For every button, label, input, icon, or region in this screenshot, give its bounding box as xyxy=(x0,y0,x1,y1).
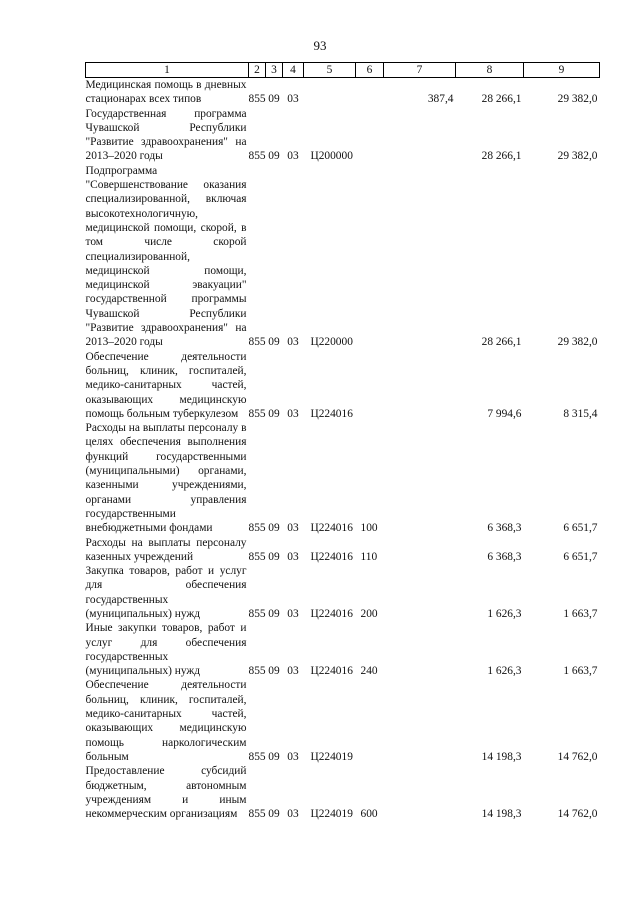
cell-ministry: 855 xyxy=(248,93,266,106)
cell-target-article xyxy=(304,78,356,107)
row-name: Обеспечение деятельности больниц, клиник, госпиталей, медико-санитарных частей, оказывающих медицинскую помощь больным туберкулезом xyxy=(85,350,247,420)
cell-expense-type xyxy=(356,350,384,421)
table-row xyxy=(86,536,600,565)
table-row xyxy=(86,564,600,621)
row-name: Медицинская помощь в дневных стационарах всех типов xyxy=(85,79,247,106)
column-header: 9 xyxy=(524,63,600,78)
cell-subsection: 03 xyxy=(287,607,299,620)
cell-subsection: 03 xyxy=(287,522,299,535)
cell-col8: 6 368,3 xyxy=(487,550,522,563)
cell-col9: 1 663,7 xyxy=(563,607,598,620)
table-row xyxy=(86,78,600,107)
cell-col7 xyxy=(384,164,456,350)
cell-target-article: Ц224019 xyxy=(310,808,353,821)
cell-ministry: 855 xyxy=(248,150,266,163)
cell-ministry: 855 xyxy=(248,550,266,563)
cell-section: 09 xyxy=(268,808,280,821)
cell-expense-type xyxy=(356,107,384,164)
cell-col9: 6 651,7 xyxy=(563,522,598,535)
cell-ministry: 855 xyxy=(248,522,266,535)
cell-col9: 29 382,0 xyxy=(557,150,598,163)
cell-section: 09 xyxy=(268,522,280,535)
column-header: 4 xyxy=(283,63,304,78)
cell-subsection: 03 xyxy=(287,665,299,678)
column-header: 6 xyxy=(356,63,384,78)
cell-col7 xyxy=(384,678,456,764)
cell-col7 xyxy=(384,350,456,421)
table-row xyxy=(86,678,600,764)
cell-ministry: 855 xyxy=(248,750,266,763)
cell-col7 xyxy=(384,564,456,621)
cell-section: 09 xyxy=(268,407,280,420)
cell-expense-type xyxy=(356,678,384,764)
cell-col9: 29 382,0 xyxy=(557,93,598,106)
cell-col8: 28 266,1 xyxy=(481,150,522,163)
cell-col9: 1 663,7 xyxy=(563,665,598,678)
cell-col9: 29 382,0 xyxy=(557,336,598,349)
row-name: Обеспечение деятельности больниц, клиник, госпиталей, медико-санитарных частей, оказывающих медицинскую помощь наркологическим больным xyxy=(85,679,247,763)
cell-ministry: 855 xyxy=(248,336,266,349)
cell-col9: 14 762,0 xyxy=(557,808,598,821)
cell-target-article: Ц224016 xyxy=(310,550,353,563)
cell-subsection: 03 xyxy=(287,808,299,821)
cell-section: 09 xyxy=(268,336,280,349)
cell-col8: 28 266,1 xyxy=(481,336,522,349)
cell-ministry: 855 xyxy=(248,607,266,620)
column-header: 2 xyxy=(249,63,266,78)
cell-section: 09 xyxy=(268,150,280,163)
table-row xyxy=(86,164,600,350)
cell-col7 xyxy=(384,421,456,535)
page-number: 93 xyxy=(313,38,327,53)
cell-expense-type: 100 xyxy=(360,522,378,535)
table-row xyxy=(86,764,600,821)
cell-expense-type xyxy=(356,164,384,350)
table-header-row xyxy=(86,63,600,78)
row-name: Подпрограмма "Совершенствование оказания специализированной, включая высокотехнологичную, медицинской помощи, скорой, в том числе скорой специализированной, медицинской помощи, медицинской эвакуации" государственной программы Чувашской Республики "Развитие здравоохранения" на 2013–2020 годы xyxy=(85,164,247,349)
cell-col8: 1 626,3 xyxy=(487,607,522,620)
column-header: 3 xyxy=(266,63,283,78)
column-header: 1 xyxy=(86,63,249,78)
row-name: Предоставление субсидий бюджетным, автономным учреждениям и иным некоммерческим организациям xyxy=(85,765,247,821)
cell-col9: 6 651,7 xyxy=(563,550,598,563)
cell-expense-type: 600 xyxy=(360,808,378,821)
row-name: Расходы на выплаты персоналу в целях обеспечения выполнения функций государственными (муниципальными) органами, казенными учреждениями, органами управления государственными внебюджетными фондами xyxy=(85,422,247,535)
cell-section: 09 xyxy=(268,665,280,678)
cell-col7: 387,4 xyxy=(427,93,454,106)
cell-expense-type: 200 xyxy=(360,607,378,620)
cell-ministry: 855 xyxy=(248,407,266,420)
cell-col8: 1 626,3 xyxy=(487,665,522,678)
cell-ministry: 855 xyxy=(248,808,266,821)
budget-table xyxy=(85,62,600,821)
cell-col7 xyxy=(384,536,456,565)
cell-target-article: Ц224016 xyxy=(310,407,353,420)
cell-section: 09 xyxy=(268,750,280,763)
row-name: Закупка товаров, работ и услуг для обеспечения государственных (муниципальных) нужд xyxy=(85,565,247,620)
cell-section: 09 xyxy=(268,550,280,563)
cell-col8: 14 198,3 xyxy=(481,808,522,821)
cell-target-article: Ц224019 xyxy=(310,750,353,763)
cell-col8: 14 198,3 xyxy=(481,750,522,763)
cell-expense-type: 240 xyxy=(360,665,378,678)
cell-subsection: 03 xyxy=(287,93,299,106)
cell-expense-type xyxy=(356,78,384,107)
cell-expense-type: 110 xyxy=(360,550,378,563)
cell-col8: 28 266,1 xyxy=(481,93,522,106)
cell-target-article: Ц200000 xyxy=(310,150,353,163)
cell-col7 xyxy=(384,621,456,678)
cell-col7 xyxy=(384,107,456,164)
cell-subsection: 03 xyxy=(287,407,299,420)
cell-col7 xyxy=(384,764,456,821)
row-name: Расходы на выплаты персоналу казенных учреждений xyxy=(85,536,247,563)
cell-col8: 6 368,3 xyxy=(487,522,522,535)
cell-target-article: Ц224016 xyxy=(310,607,353,620)
cell-subsection: 03 xyxy=(287,150,299,163)
table-row xyxy=(86,621,600,678)
cell-col8: 7 994,6 xyxy=(487,407,522,420)
row-name: Государственная программа Чувашской Республики "Развитие здравоохранения" на 2013–2020 годы xyxy=(85,107,247,163)
cell-section: 09 xyxy=(268,607,280,620)
cell-subsection: 03 xyxy=(287,750,299,763)
cell-target-article: Ц220000 xyxy=(310,336,353,349)
cell-col9: 14 762,0 xyxy=(557,750,598,763)
column-header: 8 xyxy=(456,63,524,78)
table-row xyxy=(86,350,600,421)
cell-target-article: Ц224016 xyxy=(310,522,353,535)
cell-section: 09 xyxy=(268,93,280,106)
column-header: 7 xyxy=(384,63,456,78)
table-row xyxy=(86,107,600,164)
cell-target-article: Ц224016 xyxy=(310,665,353,678)
cell-subsection: 03 xyxy=(287,550,299,563)
table-row xyxy=(86,421,600,535)
column-header: 5 xyxy=(304,63,356,78)
cell-subsection: 03 xyxy=(287,336,299,349)
row-name: Иные закупки товаров, работ и услуг для обеспечения государственных (муниципальных) нужд xyxy=(85,622,247,678)
cell-ministry: 855 xyxy=(248,665,266,678)
cell-col9: 8 315,4 xyxy=(563,407,598,420)
